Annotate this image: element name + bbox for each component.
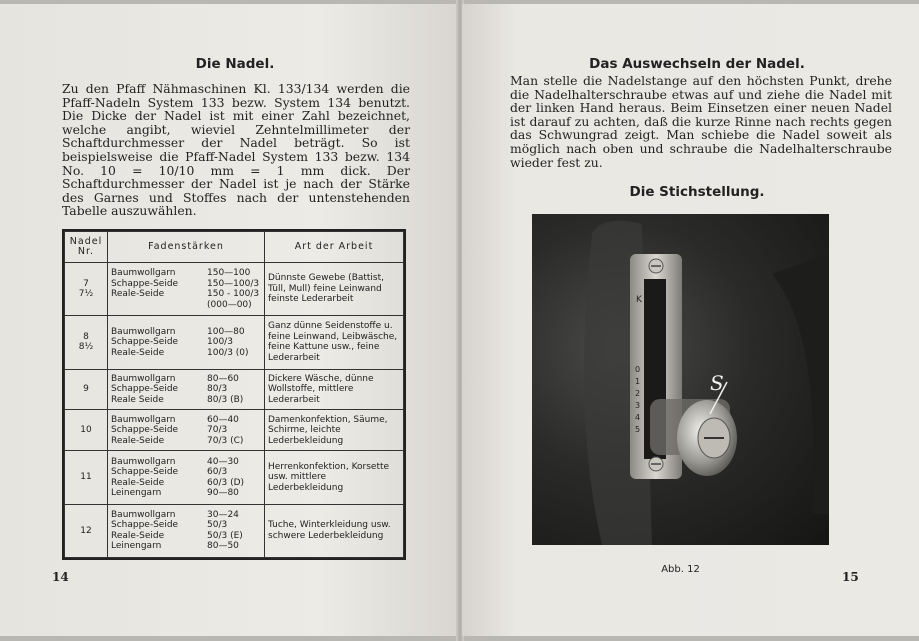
left-page-number: 14 xyxy=(52,570,69,584)
thread-line xyxy=(111,541,261,552)
thread-size: 150—100 xyxy=(207,268,251,279)
thread-size: 60/3 (D) xyxy=(207,477,245,488)
scale-mark: 0 xyxy=(635,365,641,374)
right-page-number: 15 xyxy=(842,570,859,584)
right-page xyxy=(462,4,919,636)
thread-size: 80/3 (B) xyxy=(207,394,244,405)
thread-line xyxy=(111,488,261,499)
table-row xyxy=(65,410,404,451)
scale-mark: 5 xyxy=(635,425,641,434)
thread-size: (000—00) xyxy=(207,299,252,310)
thread-size: 150—100/3 xyxy=(207,278,260,289)
thread-size: 80/3 xyxy=(207,384,228,395)
thread-line xyxy=(111,520,261,531)
nadel-nr-value: 11 xyxy=(80,472,92,483)
thread-type: Reale-Seide xyxy=(111,435,165,446)
thread-line xyxy=(111,279,261,290)
needle-table xyxy=(62,229,406,560)
cell-fadenstaerken xyxy=(108,369,265,410)
thread-type: Baumwollgarn xyxy=(111,373,176,384)
needle-paragraph: Zu den Pfaff Nähmaschinen Kl. 133/134 werden die Pfaff-Nadeln System 133 bezw. System 134 benutzt. Die Dicke der Nadel ist mit einer Zahl bezeichnet, welche angibt, wieviel Zehntelmillimeter der Schaftdurchmesser der Nadel beträgt. So ist beispielsweise die Pfaff-Nadel System 133 bezw. 134 No. 10 = 10/10 mm = 1 mm dick. Der Schaftdurchmesser der Nadel ist je nach der Stärke des Garnes und Stoffes nach der untenstehenden Tabelle auszuwählen. xyxy=(62,81,410,219)
thread-line xyxy=(111,327,261,338)
thread-line xyxy=(111,348,261,359)
thread-size: 60/3 xyxy=(207,467,228,477)
scale-mark: 4 xyxy=(635,413,641,422)
thread-type: Baumwollgarn xyxy=(111,509,176,520)
thread-type: Reale-Seide xyxy=(111,347,165,358)
cell-art-der-arbeit: Dickere Wäsche, dünne Wollstoffe, mittlere Lederarbeit xyxy=(265,369,404,410)
thread-type: Schappe-Seide xyxy=(111,278,179,289)
cell-nadel-nr xyxy=(65,410,108,451)
nadel-nr-value: 12 xyxy=(80,525,92,536)
needle-change-paragraph: Man stelle die Nadelstange auf den höchsten Punkt, drehe die Nadelhalterschraube etwas auf und ziehe die Nadel mit der linken Hand heraus. Beim Einsetzen einer neuen Nadel ist darauf zu achten, daß die kurze Rinne nach rechts gegen das Schwungrad zeigt. Man schiebe die Nadel soweit als möglich nach oben und schraube die Nadelhalterschraube wieder fest zu. xyxy=(510,73,892,170)
cell-nadel-nr xyxy=(65,263,108,316)
header-nadel-nr: Nadel Nr. xyxy=(65,232,108,263)
table-row xyxy=(65,451,404,504)
thread-line xyxy=(111,531,261,542)
thread-size: 100—80 xyxy=(207,326,245,337)
thread-type: Schappe-Seide xyxy=(111,467,179,477)
scale-mark: 2 xyxy=(635,389,641,398)
thread-type: Reale-Seide xyxy=(111,530,165,541)
thread-size: 40—30 xyxy=(207,456,239,467)
cell-nadel-nr xyxy=(65,369,108,410)
thread-type xyxy=(111,300,199,311)
thread-size: 80—60 xyxy=(207,373,239,384)
thread-size: 50/3 xyxy=(207,520,228,531)
thread-line xyxy=(111,337,261,348)
thread-type: Reale-Seide xyxy=(111,289,165,300)
cell-art-der-arbeit: Dünnste Gewebe (Battist, Tüll, Mull) feine Leinwand feinste Lederarbeit xyxy=(265,263,404,316)
thread-size: 150 - 100/3 xyxy=(207,289,260,300)
thread-line xyxy=(111,510,261,521)
table-row xyxy=(65,263,404,316)
header-fadenstaerken: Fadenstärken xyxy=(108,232,265,263)
header-art-der-arbeit: Art der Arbeit xyxy=(265,232,404,263)
thread-type: Leinengarn xyxy=(111,488,162,498)
cell-nadel-nr xyxy=(65,451,108,504)
thread-line xyxy=(111,289,261,300)
left-page-heading: Die Nadel. xyxy=(195,56,275,72)
nadel-nr-value: 7½ xyxy=(78,289,94,300)
thread-type: Schappe-Seide xyxy=(111,425,179,436)
thread-line xyxy=(111,374,261,385)
stitch-setting-heading: Die Stichstellung. xyxy=(629,184,765,200)
scale-mark: 3 xyxy=(635,401,641,410)
callout-label: S xyxy=(710,371,724,395)
cell-art-der-arbeit: Herrenkonfektion, Korsette usw. mittlere Lederbekleidung xyxy=(265,451,404,504)
cell-art-der-arbeit: Tuche, Winterkleidung usw. schwere Lederbekleidung xyxy=(265,504,404,557)
thread-line xyxy=(111,268,261,279)
figure-caption: Abb. 12 xyxy=(661,564,700,575)
cell-art-der-arbeit: Damenkonfektion, Säume, Schirme, leichte Lederbekleidung xyxy=(265,410,404,451)
nadel-nr-value: 7 xyxy=(83,278,89,289)
thread-size: 50/3 (E) xyxy=(207,530,243,541)
thread-type: Baumwollgarn xyxy=(111,456,176,467)
thread-type: Schappe-Seide xyxy=(111,520,179,531)
thread-line xyxy=(111,300,261,311)
scale-letter: K xyxy=(636,295,642,305)
scale-mark: 1 xyxy=(635,377,641,386)
cell-art-der-arbeit: Ganz dünne Seidenstoffe u. feine Leinwand, Leibwäsche, feine Kattune usw., feine Lederarbeit xyxy=(265,316,404,369)
table-row xyxy=(65,504,404,557)
nadel-nr-value: 8 xyxy=(83,331,89,342)
cell-fadenstaerken xyxy=(108,316,265,369)
thread-size: 70/3 (C) xyxy=(207,435,244,446)
thread-type: Leinengarn xyxy=(111,541,162,552)
stitch-regulator-illustration xyxy=(532,214,829,545)
left-page xyxy=(0,4,458,636)
cell-nadel-nr xyxy=(65,316,108,369)
thread-line xyxy=(111,467,261,478)
thread-type: Schappe-Seide xyxy=(111,337,179,348)
thread-type: Baumwollgarn xyxy=(111,414,176,425)
thread-size: 70/3 xyxy=(207,425,228,436)
nadel-nr-value: 8½ xyxy=(78,342,94,353)
table-row xyxy=(65,369,404,410)
thread-type: Baumwollgarn xyxy=(111,326,176,337)
table-header-row xyxy=(65,232,404,263)
cell-fadenstaerken xyxy=(108,263,265,316)
nadel-nr-value: 10 xyxy=(80,425,92,436)
thread-line xyxy=(111,395,261,406)
thread-size: 80—50 xyxy=(207,541,239,552)
table-row xyxy=(65,316,404,369)
thread-line xyxy=(111,384,261,395)
thread-line xyxy=(111,436,261,447)
thread-line xyxy=(111,457,261,468)
thread-line xyxy=(111,415,261,426)
nadel-nr-value: 9 xyxy=(83,384,89,395)
cell-nadel-nr xyxy=(65,504,108,557)
thread-size: 30—24 xyxy=(207,509,239,520)
thread-type: Reale Seide xyxy=(111,394,164,405)
thread-type: Reale-Seide xyxy=(111,477,165,488)
thread-type: Schappe-Seide xyxy=(111,384,179,395)
cell-fadenstaerken xyxy=(108,504,265,557)
stitch-regulator-photo xyxy=(532,214,829,545)
thread-size: 90—80 xyxy=(207,488,239,498)
right-page-heading: Das Auswechseln der Nadel. xyxy=(589,56,805,72)
thread-line xyxy=(111,425,261,436)
thread-size: 100/3 xyxy=(207,337,233,348)
thread-size: 60—40 xyxy=(207,414,239,425)
cell-fadenstaerken xyxy=(108,451,265,504)
thread-type: Baumwollgarn xyxy=(111,268,176,279)
thread-size: 100/3 (0) xyxy=(207,347,249,358)
thread-line xyxy=(111,478,261,489)
cell-fadenstaerken xyxy=(108,410,265,451)
